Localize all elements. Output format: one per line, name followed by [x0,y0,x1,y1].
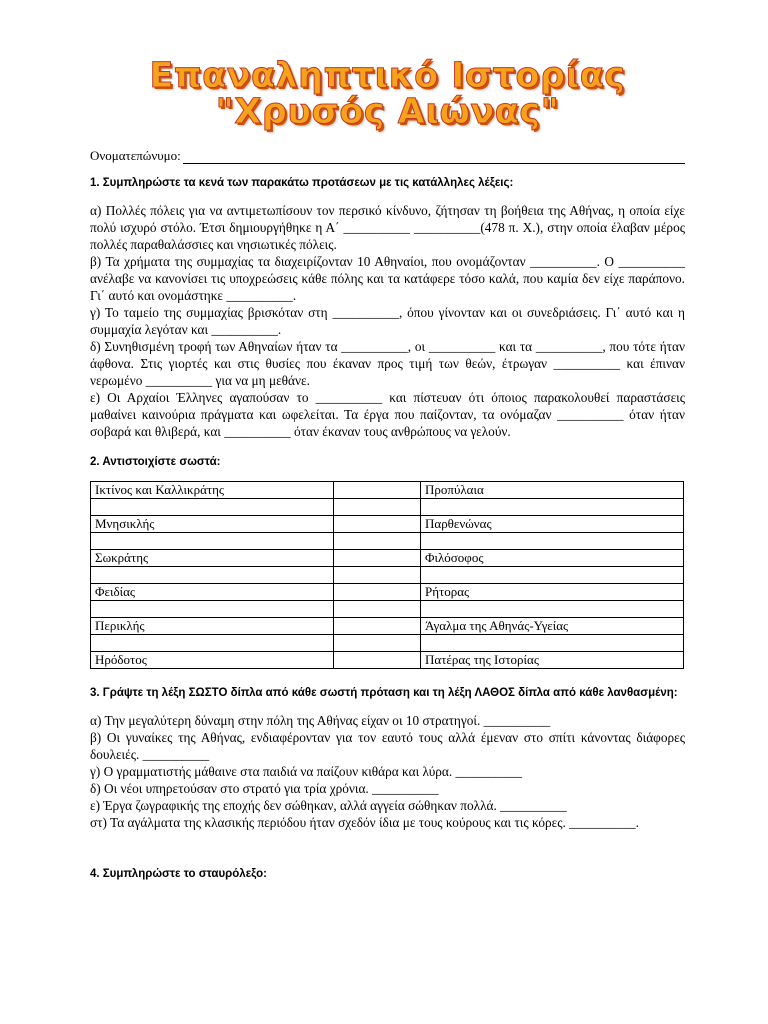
answer-cell[interactable] [334,516,421,533]
table-row [91,533,684,550]
left-cell: Περικλής [91,618,334,635]
answer-cell[interactable] [334,584,421,601]
true-false-statement-b: β) Οι γυναίκες της Αθήνας, ενδιαφέρονταν για τον εαυτό τους αλλά έμεναν στο σπίτι κάνοντας διάφορες δουλειές. __________ [90,730,685,762]
table-row [91,652,684,669]
answer-cell[interactable] [334,550,421,567]
table-row [91,601,684,618]
fill-in-paragraph-d: δ) Συνηθισμένη τροφή των Αθηναίων ήταν τα __________, οι __________ και τα __________, που τότε ήταν άφθονα. Στις γιορτές και στις θυσίες που έκαναν προς τιμή των θεών, έτρωγαν __________ και έπιναν νερωμένο __________ για να μη μεθάνε. [90,339,685,388]
matching-table [90,481,684,669]
right-cell: Παρθενώνας [421,516,684,533]
title-line-2: "Χρυσός Αιώνας" [215,92,560,132]
right-cell: Ρήτορας [421,584,684,601]
right-cell: Προπύλαια [421,482,684,499]
left-cell: Μνησικλής [91,516,334,533]
section-1-heading: 1. Συμπληρώστε τα κενά των παρακάτω προτάσεων με τις κατάλληλες λέξεις: [90,177,514,189]
answer-cell[interactable] [334,618,421,635]
left-cell: Φειδίας [91,584,334,601]
left-cell: Ικτίνος και Καλλικράτης [91,482,334,499]
section-2-heading: 2. Αντιστοιχίστε σωστά: [90,456,221,468]
fill-in-paragraph-a: α) Πολλές πόλεις για να αντιμετωπίσουν τον περσικό κίνδυνο, ζήτησαν τη βοήθεια της Αθήνας, η οποία είχε πολύ ισχυρό στόλο. Έτσι δημιουργήθηκε η Α΄ __________ __________(478 π. Χ.), στην οποία έλαβαν μέρος πολλές παραθαλάσσιες και νησιωτικές πόλεις. [90,203,685,252]
section-3-heading: 3. Γράψτε τη λέξη ΣΩΣΤΟ δίπλα από κάθε σωστή πρόταση και τη λέξη ΛΑΘΟΣ δίπλα από κάθε λανθασμένη: [90,687,678,699]
right-cell: Άγαλμα της Αθηνάς-Υγείας [421,618,684,635]
name-field [90,148,685,164]
table-row [91,618,684,635]
right-cell: Πατέρας της Ιστορίας [421,652,684,669]
worksheet-page [90,58,685,882]
table-row [91,567,684,584]
answer-cell[interactable] [334,482,421,499]
true-false-statement-c: γ) Ο γραμματιστής μάθαινε στα παιδιά να παίζουν κιθάρα και λύρα. __________ [90,764,523,779]
title-line-1: Επαναληπτικό Ιστορίας [149,56,626,96]
section-4-heading: 4. Συμπληρώστε το σταυρόλεξο: [90,868,267,880]
true-false-statement-st: στ) Τα αγάλματα της κλασικής περιόδου ήταν σχεδόν ίδια με τους κούρους και τις κόρες. __________. [90,815,639,830]
table-row [91,635,684,652]
table-row [91,482,684,499]
fill-in-paragraph-e: ε) Οι Αρχαίοι Έλληνες αγαπούσαν το __________ και πίστευαν ότι όποιος παρακολουθεί παραστάσεις μαθαίνει καινούρια πράγματα και ωφελείται. Τα έργα που παίζονταν, τα ονόμαζαν __________ όταν ήταν σοβαρά και θλιβερά, και __________ όταν έκαναν τους ανθρώπους να γελούν. [90,390,685,439]
fill-in-paragraph-b: β) Τα χρήματα της συμμαχίας τα διαχειρίζονταν 10 Αθηναίοι, που ονομάζονταν __________. Ο __________ ανέλαβε να κανονίσει τις υποχρεώσεις κάθε πόλης και τα κατάφερε τόσο καλά, που καμία δεν είχε παράπονο. Γι΄ αυτό και ονομάστηκε __________. [90,254,685,303]
worksheet-title [90,58,685,130]
true-false-statement-d: δ) Οι νέοι υπηρετούσαν στο στρατό για τρία χρόνια. __________ [90,781,439,796]
fill-in-paragraph-c: γ) Το ταμείο της συμμαχίας βρισκόταν στη __________, όπου γίνονταν και οι συνεδριάσεις. Γι΄ αυτό και η συμμαχία λεγόταν και __________. [90,305,685,337]
left-cell: Σωκράτης [91,550,334,567]
left-cell: Ηρόδοτος [91,652,334,669]
true-false-statement-e: ε) Έργα ζωγραφικής της εποχής δεν σώθηκαν, αλλά αγγεία σώθηκαν πολλά. __________ [90,798,567,813]
right-cell: Φιλόσοφος [421,550,684,567]
name-label: Ονοματεπώνυμο: [90,148,181,163]
name-blank-line[interactable] [183,149,685,164]
table-row [91,584,684,601]
table-row [91,550,684,567]
answer-cell[interactable] [334,652,421,669]
table-row [91,516,684,533]
true-false-statement-a: α) Την μεγαλύτερη δύναμη στην πόλη της Αθήνας είχαν οι 10 στρατηγοί. __________ [90,713,551,728]
table-row [91,499,684,516]
